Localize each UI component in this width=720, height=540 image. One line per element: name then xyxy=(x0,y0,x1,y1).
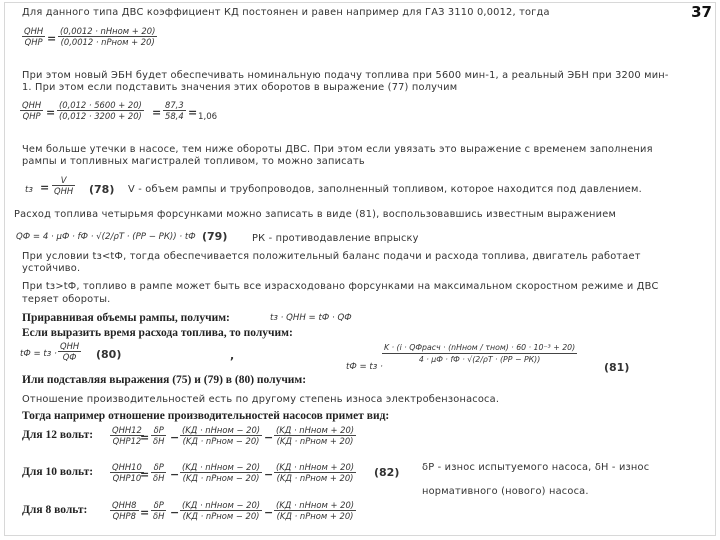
row-k-fraction-num: (KД · nНном − 20) xyxy=(182,425,261,435)
eq1-equals: = xyxy=(47,32,57,45)
bold-statement-2: Если выразить время расхода топлива, то получим: xyxy=(22,327,293,339)
eq79-note: PК - противодавление впрыску xyxy=(252,233,419,244)
row-lhs-fraction-den: QНР12 xyxy=(112,436,142,446)
row-label: Для 8 вольт: xyxy=(22,504,88,516)
row-k2-fraction-num: (KД · nНном + 20) xyxy=(276,500,355,510)
row-k-fraction-den: (KД · nPном − 20) xyxy=(182,473,260,483)
eq78-lhs: tз xyxy=(25,185,33,195)
eq78-fraction xyxy=(52,175,75,196)
para-3-line-1: Чем больше утечки в насосе, тем ниже обороты ДВС. При этом если увязать это выражение с временем заполнения xyxy=(22,144,653,155)
page-number: 37 xyxy=(691,3,712,21)
row-label: Для 12 вольт: xyxy=(22,429,94,441)
eq2-equals-1: = xyxy=(46,106,56,119)
eq82-note-line-2: нормативного (нового) насоса. xyxy=(422,486,589,497)
row-lhs-fraction-den: QНР10 xyxy=(112,473,142,483)
row-wear-fraction-num: δP xyxy=(151,425,166,436)
eq78-tag: (78) xyxy=(89,183,115,196)
eq81-num: K · (i · QФрасч · (nНном / τном) · 60 · 10⁻³ + 20) xyxy=(384,343,576,352)
para-4: Расход топлива четырьмя форсунками можно записать в виде (81), воспользовавшись известным выражением xyxy=(14,209,617,220)
eq82-note-line-1: δР - износ испытуемого насоса, δН - износ xyxy=(422,462,650,473)
para-3-line-2: рампы и топливных магистралей топливом, то можно записать xyxy=(22,156,365,167)
eq81-den: 4 · μФ · fФ · √(2/ρТ · (PP − PК)) xyxy=(418,355,541,364)
row-lhs-fraction xyxy=(110,425,144,446)
row-wear-fraction-den: δH xyxy=(153,436,165,446)
row-k2-fraction-den: (KД · nPном + 20) xyxy=(276,436,354,446)
row-minus-2: − xyxy=(264,468,274,481)
row-k2-fraction xyxy=(274,425,356,446)
para-6-line-2: теряет обороты. xyxy=(22,294,111,305)
row-lhs-fraction-num: QНН12 xyxy=(112,425,142,435)
eq2-lhs-fraction xyxy=(20,100,43,121)
row-k-fraction xyxy=(180,462,262,483)
row-wear-fraction-num: δP xyxy=(151,500,166,511)
row-lhs-fraction-num: QНН10 xyxy=(112,462,142,472)
eq78-note: V - объем рампы и трубопроводов, заполненный топливом, которое находится под давлением. xyxy=(128,184,642,195)
eq1-rhs-den: (0,0012 · nPном + 20) xyxy=(60,37,155,47)
eq2-mid-fraction xyxy=(163,100,186,121)
eq78-equals: = xyxy=(40,181,50,194)
row-k2-fraction-den: (KД · nPном + 20) xyxy=(276,511,354,521)
row-lhs-fraction xyxy=(110,462,144,483)
row-minus-2: − xyxy=(264,431,274,444)
eq81-tag: (81) xyxy=(604,361,630,374)
row-minus: − xyxy=(170,506,180,519)
row-wear-fraction xyxy=(151,500,166,521)
row-wear-fraction-den: δH xyxy=(153,473,165,483)
row-k-fraction-num: (KД · nНном − 20) xyxy=(182,500,261,510)
eq2-equals-3: = xyxy=(188,106,198,119)
intro-line: Для данного типа ДВС коэффициент КД постоянен и равен например для ГАЗ 3110 0,0012, тогда xyxy=(22,7,550,18)
eq1-rhs-num: (0,0012 · nHном + 20) xyxy=(60,26,156,36)
eq2-result: 1,06 xyxy=(198,112,218,122)
eq80-fraction xyxy=(58,341,81,362)
eq2-equals-2: = xyxy=(152,106,162,119)
para-6-line-1: При tз>tФ, топливо в рампе может быть все израсходовано форсунками на максимальном скоростном режиме и ДВС xyxy=(22,281,659,292)
row-minus-2: − xyxy=(264,506,274,519)
eq2-mid-den: 58,4 xyxy=(165,111,184,121)
eq80-tag: (80) xyxy=(96,348,122,361)
eq80-num: QНН xyxy=(60,341,80,351)
eq79-expr: QФ = 4 · μФ · fФ · √(2/ρТ · (PP − PК)) · tФ xyxy=(16,232,196,242)
bold-statement-1: Приравнивая объемы рампы, получим: xyxy=(22,312,230,324)
para-5-line-2: устойчиво. xyxy=(22,263,81,274)
eq1-lhs-den: QHP xyxy=(24,37,43,47)
eq78-num: V xyxy=(52,175,75,186)
row-k2-fraction xyxy=(274,462,356,483)
row-equals: = xyxy=(140,468,150,481)
eq2-lhs-den: QHP xyxy=(22,111,41,121)
row-wear-fraction-den: δH xyxy=(153,511,165,521)
eq82-tag: (82) xyxy=(374,466,400,479)
row-k-fraction xyxy=(180,500,262,521)
row-k2-fraction-den: (KД · nPном + 20) xyxy=(276,473,354,483)
row-wear-fraction-num: δP xyxy=(151,462,166,473)
row-lhs-fraction-den: QНР8 xyxy=(112,511,136,521)
para-7: Отношение производительностей есть по другому степень износа электробензонасоса. xyxy=(22,394,500,405)
bold-statement-4: Тогда например отношение производительностей насосов примет вид: xyxy=(22,410,390,422)
row-label: Для 10 вольт: xyxy=(22,466,94,478)
row-lhs-fraction xyxy=(110,500,139,521)
bold-statement-3: Или подставляя выражения (75) и (79) в (80) получим: xyxy=(22,374,307,386)
eq2-rhs-den: (0,012 · 3200 + 20) xyxy=(59,111,142,121)
eq2-rhs-num: (0,012 · 5600 + 20) xyxy=(59,100,142,110)
row-k2-fraction-num: (KД · nНном + 20) xyxy=(276,462,355,472)
eq80-comma: , xyxy=(230,349,235,362)
eq-volumes: tз · QНН = tФ · QФ xyxy=(270,313,352,323)
row-wear-fraction xyxy=(151,462,166,483)
row-wear-fraction xyxy=(151,425,166,446)
eq80-den: QФ xyxy=(62,352,77,362)
row-lhs-fraction-num: QНН8 xyxy=(112,500,137,510)
row-k2-fraction xyxy=(274,500,356,521)
eq81-fraction xyxy=(382,342,577,365)
eq2-rhs-fraction xyxy=(57,100,144,121)
row-k-fraction-den: (KД · nPном − 20) xyxy=(182,511,260,521)
row-k2-fraction-num: (KД · nНном + 20) xyxy=(276,425,355,435)
row-equals: = xyxy=(140,431,150,444)
para-5-line-1: При условии tз<tФ, тогда обеспечивается положительный баланс подачи и расхода топлива, двигатель работает xyxy=(22,251,641,262)
para-2-line-2: 1. При этом если подставить значения этих оборотов в выражение (77) получим xyxy=(22,82,458,93)
eq2-lhs-num: QHH xyxy=(22,100,42,110)
eq80-lhs: tФ = tз · xyxy=(20,349,57,359)
eq1-lhs-fraction xyxy=(22,26,45,47)
eq1-lhs-num: QHH xyxy=(24,26,44,36)
row-k-fraction xyxy=(180,425,262,446)
eq81-lhs: tФ = tз · xyxy=(346,362,383,372)
row-k-fraction-den: (KД · nPном − 20) xyxy=(182,436,260,446)
eq78-den: QНН xyxy=(54,186,74,196)
eq79-tag: (79) xyxy=(202,230,228,243)
row-minus: − xyxy=(170,431,180,444)
row-k-fraction-num: (KД · nНном − 20) xyxy=(182,462,261,472)
eq1-rhs-fraction xyxy=(58,26,157,47)
row-equals: = xyxy=(140,506,150,519)
row-minus: − xyxy=(170,468,180,481)
para-2-line-1: При этом новый ЭБН будет обеспечивать номинальную подачу топлива при 5600 мин-1, а реальный ЭБН при 3200 мин- xyxy=(22,70,669,81)
eq2-mid-num: 87,3 xyxy=(165,100,184,110)
